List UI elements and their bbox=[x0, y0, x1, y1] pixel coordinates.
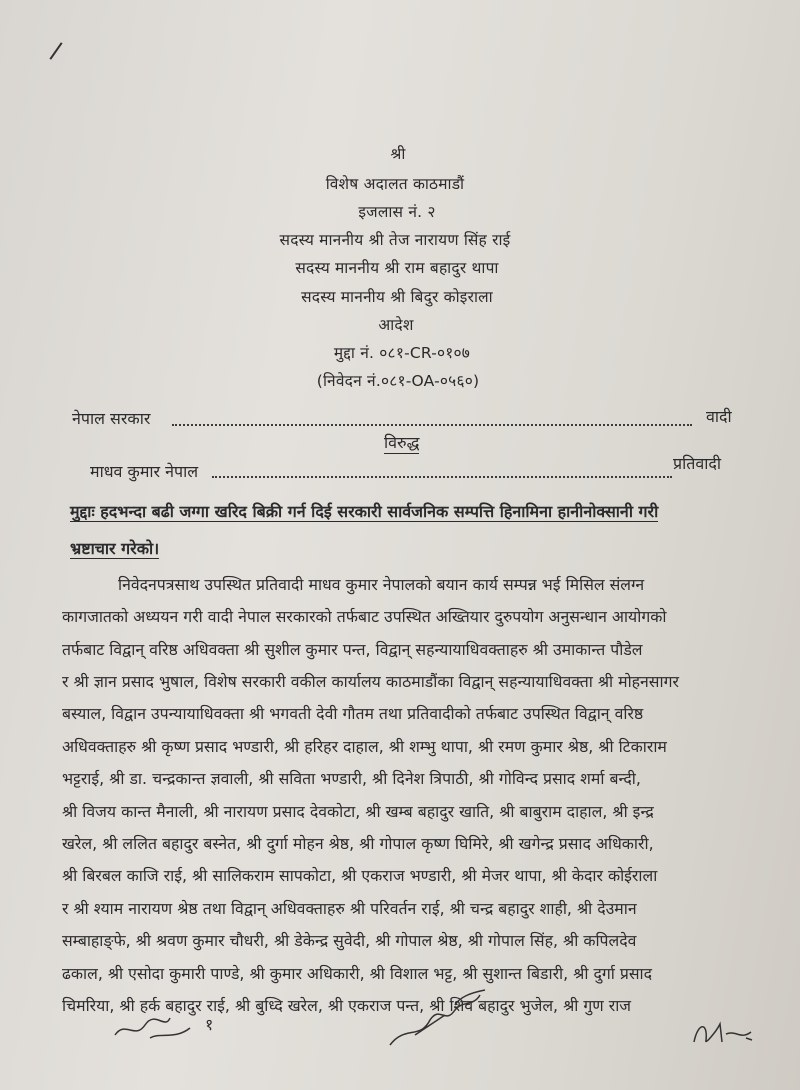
defendant-dotted-line bbox=[212, 476, 672, 478]
petition-number: (निवेदन नं.०८१-OA-०५६०) bbox=[316, 372, 480, 390]
order-title: आदेश bbox=[378, 316, 414, 334]
case-subject-text-1: मुद्दाः हदभन्दा बढी जग्गा खरिद बिक्री गर्न दिई सरकारी सार्वजनिक सम्पत्ति हिनामिना हानीनोक्सानी गरी bbox=[70, 502, 659, 521]
body-line-11: र श्री श्याम नारायण श्रेष्ठ तथा विद्वान् अधिवक्ताहरु श्री परिवर्तन राई, श्री चन्द्र बहादुर शाही, श्री देउमान bbox=[62, 899, 637, 918]
body-line-14: चिमरिया, श्री हर्क बहादुर राई, श्री बुध्दि खरेल, श्री एकराज पन्त, श्री शिव बहादुर भुजेल, श्री गुण राज bbox=[62, 996, 632, 1015]
body-line-4: र श्री ज्ञान प्रसाद भुषाल, विशेष सरकारी वकील कार्यालय काठमाडौंका विद्वान् सहन्यायाधिवक्ता श्री मोहनसागर bbox=[62, 672, 679, 691]
pen-mark bbox=[49, 42, 62, 60]
body-line-12: सम्बाहाङ्फे, श्री श्रवण कुमार चौधरी, श्री डेकेन्द्र सुवेदी, श्री गोपाल श्रेष्ठ, श्री गोपाल सिंह, श्री कपिलदेव bbox=[62, 931, 637, 950]
initial-signature-right bbox=[686, 1012, 766, 1052]
court-name: विशेष अदालत काठमाडौं bbox=[325, 175, 465, 193]
defendant-role: प्रतिवादी bbox=[673, 454, 722, 473]
defendant-name: माधव कुमार नेपाल bbox=[90, 462, 199, 481]
body-line-2: कागजातको अध्ययन गरी वादी नेपाल सरकारको तर्फबाट उपस्थित अख्तियार दुरुपयोग अनुसन्धान आयोगको bbox=[62, 607, 667, 626]
body-line-6: अधिवक्ताहरु श्री कृष्ण प्रसाद भण्डारी, श्री हरिहर दाहाल, श्री शम्भु थापा, श्री रमण कुमार श्रेष्ठ, श्री टिकाराम bbox=[62, 737, 667, 756]
initial-signature-center bbox=[385, 985, 495, 1055]
bench-member-2: सदस्य माननीय श्री राम बहादुर थापा bbox=[295, 259, 499, 277]
bench-member-1: सदस्य माननीय श्री तेज नारायण सिंह राई bbox=[279, 231, 511, 249]
case-subject-line-2 bbox=[70, 537, 760, 559]
body-line-13: ढकाल, श्री एसोदा कुमारी पाण्डे, श्री कुमार अधिकारी, श्री विशाल भट्ट, श्री सुशान्त बिडारी, श्री दुर्गा प्रसाद bbox=[62, 964, 653, 983]
plaintiff-role: वादी bbox=[706, 407, 732, 426]
versus-label: विरुद्ध bbox=[384, 433, 420, 452]
plaintiff-dotted-line bbox=[172, 424, 692, 426]
body-line-7: भट्टराई, श्री डा. चन्द्रकान्त ज्ञवाली, श्री सविता भण्डारी, श्री दिनेश त्रिपाठी, श्री गोविन्द प्रसाद शर्मा बन्दी, bbox=[62, 769, 641, 788]
salutation: श्री bbox=[390, 145, 406, 163]
plaintiff-name: नेपाल सरकार bbox=[72, 409, 151, 428]
body-line-3: तर्फबाट विद्वान् वरिष्ठ अधिवक्ता श्री सुशील कुमार पन्त, विद्वान् सहन्यायाधिवक्ताहरु श्री उमाकान्त पौडेल bbox=[62, 640, 643, 659]
bench-number: इजलास नं. २ bbox=[358, 203, 436, 221]
case-subject-text-2: भ्रष्टाचार गरेको। bbox=[70, 539, 160, 558]
page-number: १ bbox=[205, 1015, 214, 1034]
body-line-10: श्री बिरबल काजि राई, श्री सालिकराम सापकोटा, श्री एकराज भण्डारी, श्री मेजर थापा, श्री केदार कोईराला bbox=[62, 866, 658, 885]
bench-member-3: सदस्य माननीय श्री बिदुर कोइराला bbox=[301, 288, 493, 306]
body-line-5: बस्याल, विद्वान उपन्यायाधिवक्ता श्री भगवती देवी गौतम तथा प्रतिवादीको तर्फबाट उपस्थित विद्वान् वरिष्ठ bbox=[62, 704, 644, 723]
initial-signature-left bbox=[110, 1010, 200, 1050]
body-line-1: निवेदनपत्रसाथ उपस्थित प्रतिवादी माधव कुमार नेपालको बयान कार्य सम्पन्न भई मिसिल संलग्न bbox=[118, 575, 645, 594]
case-number: मुद्दा नं. ०८१-CR-०१०७ bbox=[333, 344, 471, 362]
body-line-8: श्री विजय कान्त मैनाली, श्री नारायण प्रसाद देवकोटा, श्री खम्ब बहादुर खाति, श्री बाबुराम दाहाल, श्री इन्द्र bbox=[62, 802, 654, 821]
body-line-9: खरेल, श्री ललित बहादुर बस्नेत, श्री दुर्गा मोहन श्रेष्ठ, श्री गोपाल कृष्ण घिमिरे, श्री खगेन्द्र प्रसाद अधिकारी, bbox=[62, 834, 654, 853]
case-subject-line-1 bbox=[70, 500, 760, 522]
